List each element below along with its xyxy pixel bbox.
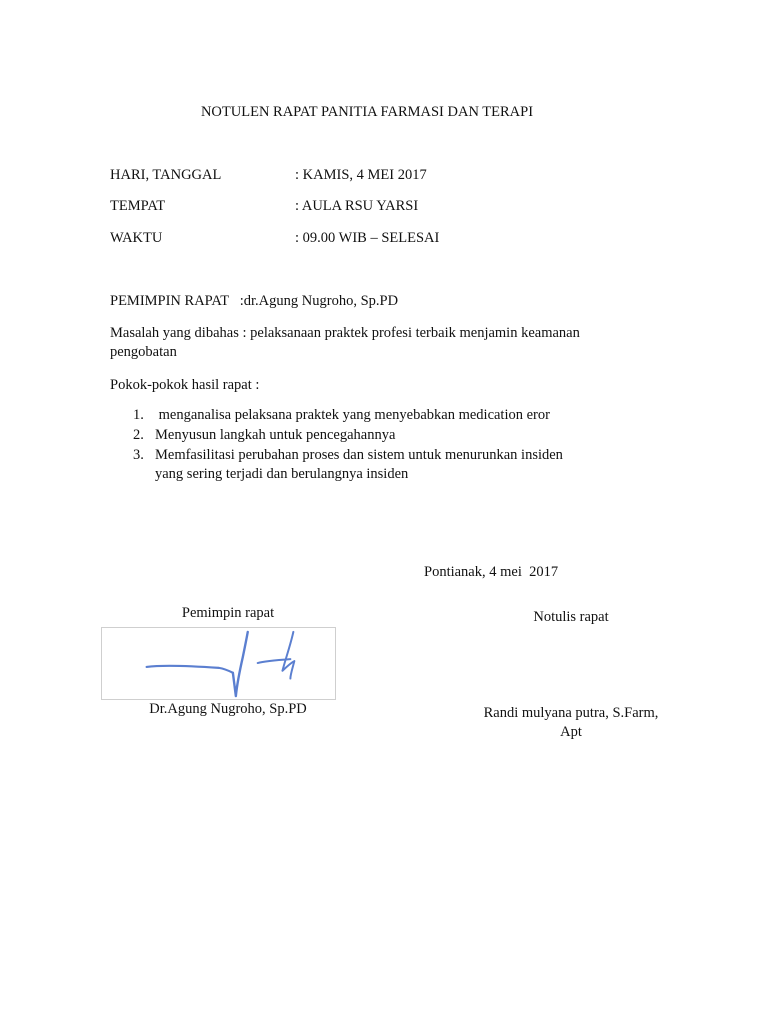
notulis-role: Notulis rapat: [533, 609, 609, 625]
topic-line-1: Masalah yang dibahas : pelaksanaan praktek profesi terbaik menjamin keamanan: [110, 325, 580, 341]
topic-line-2: pengobatan: [110, 344, 177, 360]
field-label-time: WAKTU: [110, 230, 163, 246]
result-text-3-continuation: yang sering terjadi dan berulangnya insiden: [155, 466, 409, 482]
leader-role: Pemimpin rapat: [181, 605, 275, 621]
leader-line: PEMIMPIN RAPAT :dr.Agung Nugroho, Sp.PD: [110, 293, 399, 309]
document-title: NOTULEN RAPAT PANITIA FARMASI DAN TERAPI: [200, 104, 534, 120]
field-label-date: HARI, TANGGAL: [110, 167, 222, 183]
result-number-1: 1.: [133, 407, 144, 423]
notulis-name-line-1: Randi mulyana putra, S.Farm,: [483, 705, 659, 721]
field-value-date: : KAMIS, 4 MEI 2017: [295, 167, 427, 183]
leader-signature: [101, 627, 336, 700]
leader-name: Dr.Agung Nugroho, Sp.PD: [149, 701, 307, 717]
result-text-1: menganalisa pelaksana praktek yang menyebabkan medication eror: [155, 407, 550, 423]
result-text-3: Memfasilitasi perubahan proses dan sistem untuk menurunkan insiden: [155, 447, 563, 463]
result-text-2: Menyusun langkah untuk pencegahannya: [155, 427, 396, 443]
result-number-3: 3.: [133, 447, 144, 463]
results-heading: Pokok-pokok hasil rapat :: [110, 377, 260, 393]
notulis-name-line-2: Apt: [560, 724, 582, 740]
result-number-2: 2.: [133, 427, 144, 443]
field-value-place: : AULA RSU YARSI: [295, 198, 419, 214]
field-value-time: : 09.00 WIB – SELESAI: [295, 230, 440, 246]
field-label-place: TEMPAT: [110, 198, 166, 214]
place-date: Pontianak, 4 mei 2017: [424, 564, 559, 580]
